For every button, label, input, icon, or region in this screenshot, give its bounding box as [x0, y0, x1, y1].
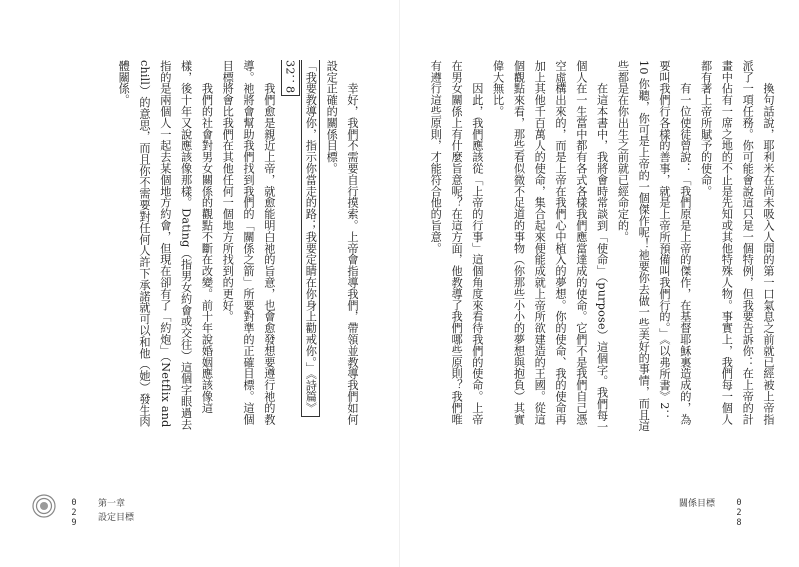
chapter-label: 第一章 — [98, 499, 126, 509]
left-paragraph-2: 我們愈是親近上帝，就愈能明白祂的旨意，也會愈發想要遵行祂的教導。祂將會幫助我們找到我們的「關係之箭」所要對準的正確目標。這個目標將會比我們在其他任何一個地方所找到的更好。 — [221, 60, 276, 425]
concentric-circle-emblem-icon — [32, 494, 56, 518]
right-page — [400, 0, 799, 567]
page-number-text: 028 — [734, 498, 744, 528]
right-paragraph-4: 因此，我們應該從「上帝的行事」這個角度來看待我們的使命。上帝在男女關係上有什麼旨意呢？在這方面，他教導了我們哪些原則？我們唯有遵行這些原則，才能符合他的旨意。 — [429, 60, 484, 425]
running-head: 關係目標 — [679, 499, 716, 509]
chapter-title: 設定目標 — [98, 513, 135, 523]
left-paragraph-1: 幸好，我們不需要自行摸索。上帝會指導我們，帶領並教導我們如何設定正確的關係目標。 — [325, 60, 359, 425]
page-number-text: 029 — [69, 498, 79, 528]
scripture-quote-box: 「我要教導你，指示你當走的路；我要定睛在你身上勸戒你。」《詩篇》32：8 — [283, 60, 318, 414]
right-page-body — [420, 60, 778, 434]
right-paragraph-2: 有一位使徒曾說：「我們原是上帝的傑作，在基督耶穌裏造成的，為要叫我們行各樣的善事，就是上帝所預備叫我們行的。」《以弗所書》2：10 你聽，你可是上帝的一個傑作呢！祂要你去做一些美好的事情，而且這些都是在你出生之前就已經命定的。 — [616, 60, 692, 432]
left-page-number — [68, 498, 78, 532]
left-paragraph-3: 我們的社會對男女關係的觀點不斷在改變。前十年說婚姻應該像這樣，後十年又說應該像那樣。Dating（指男女約會或交往）這個字眼過去指的是兩個人一起去某個地方約會，但現在卻有了「約炮」（Netflix and chill）的意思，而且你不需要對任何人許下承諾就可以和他（她）發生肉體關係。 — [117, 60, 214, 432]
right-page-number — [733, 498, 743, 532]
left-page-body — [28, 60, 362, 434]
right-paragraph-1: 換句話說，耶利米在尚未吸入人間的第一口氣息之前就已經被上帝指派了一項任務。你可能會說這只是一個特例，但我要告訴你：在上帝的計畫中佔有一席之地的不止是先知或其他特殊人物。事實上，我們每一個人都有著上帝所賦予的使命。 — [699, 60, 775, 425]
chapter-heading — [98, 497, 134, 525]
right-paragraph-3: 在這本書中，我將會時常談到「使命」（purpose）這個字。我們每一個人在一生當中都有各式各樣我們應當達成的使命。它們不是我們自己憑空虛構出來的，而是上帝在我們心中植入的夢想。你的使命、我的使命再加上其他千百萬人的使命，集合起來便能成就上帝所欲建造的王國。從這個觀點來看，那些看似微不足道的事物（你那些小小的夢想與抱負）其實偉大無比。 — [491, 60, 609, 433]
